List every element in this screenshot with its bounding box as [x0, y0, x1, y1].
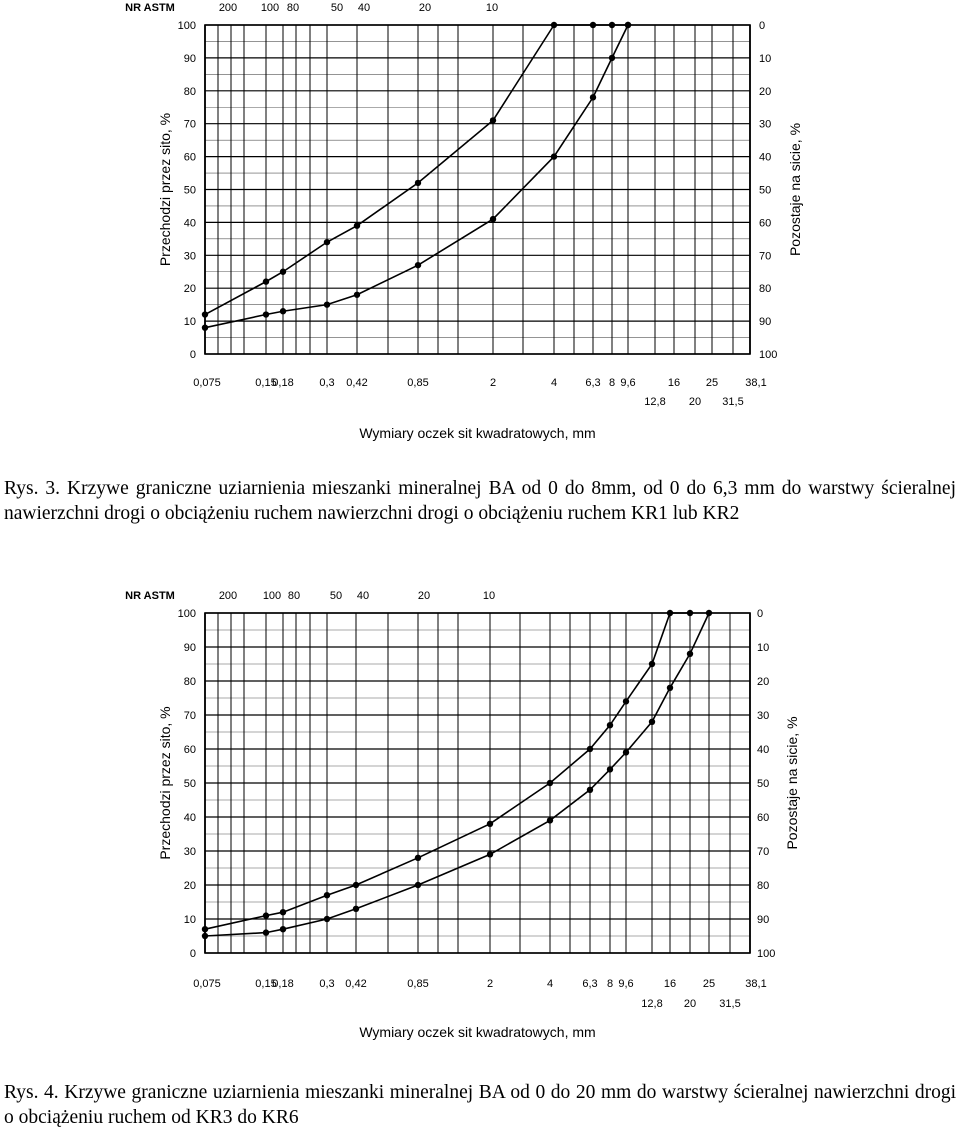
data-point: [687, 651, 693, 657]
top-tick-label: 80: [287, 590, 301, 602]
data-point: [354, 292, 360, 298]
data-point: [609, 22, 615, 28]
top-tick-label: 40: [356, 590, 370, 602]
x-tick-label-row2: 12,8: [644, 396, 666, 408]
data-point: [551, 153, 557, 159]
data-point: [667, 685, 673, 691]
x-tick-label: 0,42: [345, 978, 367, 990]
data-point: [263, 278, 269, 284]
top-tick-label: 80: [286, 2, 300, 14]
data-point: [280, 926, 286, 932]
data-point: [487, 821, 493, 827]
x-tick-label-row2: 20: [683, 998, 697, 1010]
x-tick-label: 0,18: [272, 377, 294, 389]
data-point: [687, 610, 693, 616]
data-point: [324, 301, 330, 307]
x-tick-label: 25: [705, 377, 719, 389]
data-point: [263, 912, 269, 918]
y-tick-label-right: 10: [757, 642, 770, 654]
y-tick-label-right: 30: [757, 710, 770, 722]
y-tick-label-right: 40: [759, 151, 772, 164]
y-tick-label-left: 40: [183, 217, 196, 230]
x-tick-label: 2: [489, 377, 497, 389]
y-tick-label-left: 40: [183, 812, 196, 824]
x-tick-label: 2: [486, 978, 494, 990]
top-tick-label: 50: [329, 590, 343, 602]
x-tick-label: 0,15: [255, 978, 277, 990]
data-point: [415, 855, 421, 861]
y-tick-label-left: 50: [183, 778, 196, 790]
top-tick-label: 20: [418, 2, 432, 14]
data-point: [623, 698, 629, 704]
data-point: [263, 311, 269, 317]
y-axis-label-left: Przechodzi przez sito, %: [157, 112, 173, 267]
figure-caption-2: Rys. 4. Krzywe graniczne uziarnienia mieszanki mineralnej BA od 0 do 20 mm do warstwy ścieralnej nawierzchni drogi o obciążeniu ruchem od KR3 do KR6: [4, 1082, 956, 1128]
top-axis-label: NR ASTM: [125, 2, 175, 14]
x-tick-label: 16: [667, 377, 681, 389]
x-tick-label: 16: [663, 978, 677, 990]
y-tick-label-left: 70: [183, 118, 196, 131]
x-tick-label: 0,075: [193, 978, 221, 990]
data-point: [263, 929, 269, 935]
data-point: [609, 55, 615, 61]
series-line-1: [205, 613, 690, 929]
x-tick-label: 0,15: [255, 377, 277, 389]
y-tick-label-left: 100: [177, 20, 196, 32]
y-tick-label-left: 80: [183, 676, 196, 688]
x-tick-label: 0,3: [319, 978, 335, 990]
y-tick-label-left: 80: [183, 85, 196, 98]
data-point: [415, 262, 421, 268]
y-tick-label-right: 30: [759, 118, 772, 131]
y-tick-label-left: 100: [177, 608, 196, 620]
y-tick-label-left: 20: [183, 283, 196, 296]
data-point: [623, 749, 629, 755]
grading-chart-1: [0, 0, 960, 470]
y-tick-label-left: 30: [183, 250, 196, 263]
data-point: [324, 916, 330, 922]
x-tick-label: 0,85: [407, 978, 429, 990]
top-tick-label: 10: [482, 590, 496, 602]
grading-chart-2: [0, 585, 960, 1075]
data-point: [354, 222, 360, 228]
data-point: [587, 787, 593, 793]
top-axis-label: NR ASTM: [125, 590, 175, 602]
data-point: [490, 216, 496, 222]
y-tick-label-right: 100: [757, 948, 776, 960]
x-tick-label: 6,3: [585, 377, 601, 389]
y-tick-label-right: 10: [759, 52, 772, 65]
data-point: [547, 817, 553, 823]
data-point: [551, 22, 557, 28]
data-point: [706, 610, 712, 616]
x-tick-label-row2: 12,8: [641, 998, 663, 1010]
x-axis-label: Wymiary oczek sit kwadratowych, mm: [359, 425, 596, 441]
data-point: [280, 308, 286, 314]
data-point: [649, 661, 655, 667]
y-tick-label-right: 50: [759, 184, 772, 197]
x-tick-label: 8: [606, 978, 614, 990]
y-tick-label-right: 60: [757, 812, 770, 824]
data-point: [353, 906, 359, 912]
y-axis-label-right: Pozostaje na sicie, %: [787, 122, 803, 257]
x-tick-label: 4: [550, 377, 558, 389]
y-tick-label-right: 60: [759, 217, 772, 230]
y-tick-label-left: 0: [189, 349, 196, 361]
x-tick-label: 0,85: [407, 377, 429, 389]
figure-caption-1: Rys. 3. Krzywe graniczne uziarnienia mieszanki mineralnej BA od 0 do 8mm, od 0 do 6,3 mm do warstwy ścieralnej nawierzchni drogi o obciążeniu ruchem nawierzchni drogi o obciążeniu ruchem KR1 lub KR2: [4, 478, 956, 524]
data-point: [590, 22, 596, 28]
x-tick-label: 6,3: [582, 978, 598, 990]
data-point: [487, 851, 493, 857]
y-tick-label-left: 30: [183, 846, 196, 858]
grid: [205, 613, 750, 953]
data-point: [547, 780, 553, 786]
y-tick-label-right: 70: [757, 846, 770, 858]
x-tick-label: 38,1: [745, 377, 767, 389]
data-point: [202, 324, 208, 330]
x-tick-label: 0,42: [346, 377, 368, 389]
y-tick-label-right: 0: [757, 608, 764, 620]
y-tick-label-right: 100: [759, 349, 778, 361]
y-axis-label-right: Pozostaje na sicie, %: [784, 716, 800, 850]
y-tick-label-right: 40: [757, 744, 770, 756]
x-tick-label: 8: [608, 377, 616, 389]
y-tick-label-right: 50: [757, 778, 770, 790]
x-tick-label: 9,6: [620, 377, 636, 389]
y-tick-label-right: 20: [757, 676, 770, 688]
x-tick-label: 0,18: [272, 978, 294, 990]
y-tick-label-left: 0: [189, 948, 196, 960]
data-point: [490, 117, 496, 123]
data-point: [587, 746, 593, 752]
top-tick-label: 20: [417, 590, 431, 602]
x-tick-label: 0,3: [319, 377, 335, 389]
top-tick-label: 200: [218, 2, 238, 14]
y-tick-label-left: 10: [183, 316, 196, 329]
top-tick-label: 200: [218, 590, 238, 602]
y-tick-label-left: 60: [183, 151, 196, 164]
data-point: [202, 933, 208, 939]
data-point: [202, 311, 208, 317]
data-point: [415, 882, 421, 888]
y-tick-label-right: 70: [759, 250, 772, 263]
x-tick-label: 9,6: [618, 978, 634, 990]
x-tick-label: 25: [702, 978, 716, 990]
top-tick-label: 100: [260, 2, 280, 14]
data-point: [667, 610, 673, 616]
y-tick-label-left: 90: [183, 52, 196, 65]
data-point: [324, 892, 330, 898]
y-axis-label-left: Przechodzi przez sito, %: [157, 706, 173, 860]
data-point: [324, 239, 330, 245]
y-tick-label-right: 90: [759, 316, 772, 329]
data-point: [280, 909, 286, 915]
y-tick-label-left: 60: [183, 744, 196, 756]
y-tick-label-left: 90: [183, 642, 196, 654]
top-tick-label: 10: [485, 2, 499, 14]
y-tick-label-right: 80: [759, 283, 772, 296]
data-point: [353, 882, 359, 888]
y-tick-label-right: 90: [757, 914, 770, 926]
data-point: [590, 94, 596, 100]
top-tick-label: 40: [357, 2, 371, 14]
top-tick-label: 50: [330, 2, 344, 14]
x-tick-label-row2: 31,5: [719, 998, 741, 1010]
data-point: [280, 269, 286, 275]
y-tick-label-left: 50: [183, 184, 196, 197]
data-point: [607, 722, 613, 728]
grid: [205, 25, 750, 354]
y-tick-label-left: 10: [183, 914, 196, 926]
y-tick-label-right: 20: [759, 85, 772, 98]
y-tick-label-left: 20: [183, 880, 196, 892]
x-tick-label-row2: 31,5: [722, 396, 744, 408]
y-tick-label-left: 70: [183, 710, 196, 722]
data-point: [625, 22, 631, 28]
data-point: [202, 926, 208, 932]
x-tick-label-row2: 20: [688, 396, 702, 408]
x-axis-label: Wymiary oczek sit kwadratowych, mm: [359, 1024, 596, 1040]
y-tick-label-right: 80: [757, 880, 770, 892]
series-line-2: [205, 613, 709, 936]
y-tick-label-right: 0: [759, 20, 766, 32]
data-point: [649, 719, 655, 725]
x-tick-label: 38,1: [745, 978, 767, 990]
x-tick-label: 4: [546, 978, 554, 990]
data-point: [415, 180, 421, 186]
series-line-1: [205, 25, 628, 315]
data-point: [607, 766, 613, 772]
top-tick-label: 100: [262, 590, 282, 602]
x-tick-label: 0,075: [193, 377, 221, 389]
